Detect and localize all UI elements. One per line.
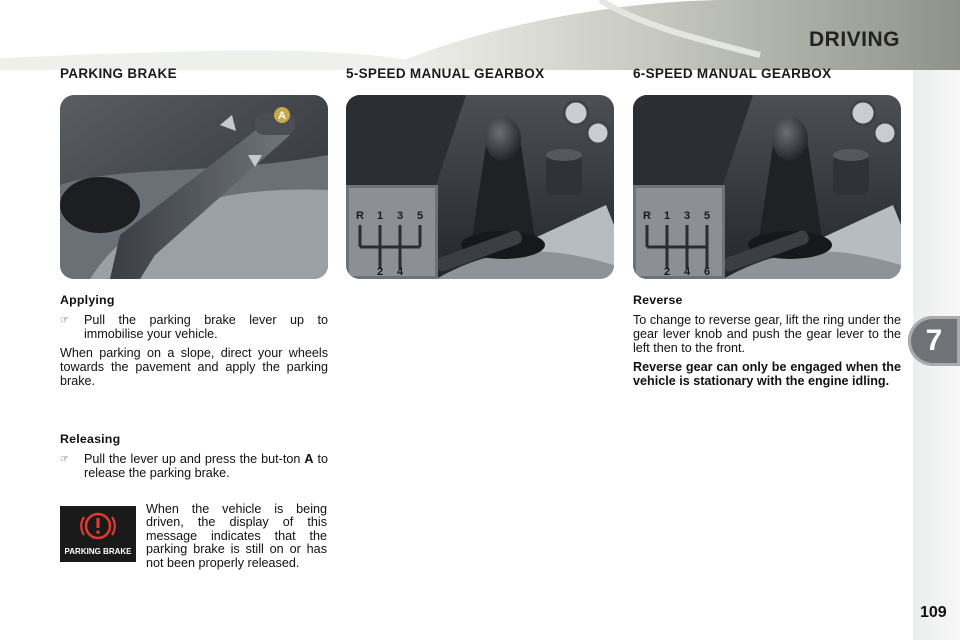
gear-label-1: 1 [663,210,671,222]
gear-label-2: 2 [663,266,671,278]
releasing-title: Releasing [60,432,121,446]
applying-bullet [60,313,328,341]
gear-label-4: 4 [683,266,691,278]
gear-label-6: 6 [703,266,711,278]
parking-brake-button-label: A [278,110,286,122]
page-number: 109 [920,604,947,621]
applying-section [60,293,328,388]
gear-label-5: 5 [416,210,424,222]
gear-label-3: 3 [683,210,691,222]
warning-text: When the vehicle is being driven, the display of this message indicates that the parking brake is still on or has not been properly released. [146,502,327,570]
gear-label-2: 2 [376,266,384,278]
parking-brake-column [60,66,328,393]
parking-brake-warning-icon [60,506,136,562]
page-header: DRIVING [808,28,900,51]
gear-label-5: 5 [703,210,711,222]
gearbox5-title: 5-SPEED MANUAL GEARBOX [346,66,545,81]
parking-brake-title: PARKING BRAKE [60,66,177,81]
releasing-text-post: to release the parking brake. [84,452,329,480]
gearbox6-title: 6-SPEED MANUAL GEARBOX [633,66,832,81]
gearbox6-column [633,66,901,388]
hand-pointing-icon: ☞ [60,315,69,326]
applying-title: Applying [60,293,115,307]
reverse-warning: Reverse gear can only be engaged when the vehicle is stationary with the engine idling. [633,360,901,388]
reverse-paragraph: To change to reverse gear, lift the ring under the gear lever knob and push the gear lever to the left then to the front. [633,313,901,355]
reverse-title: Reverse [633,293,683,307]
warning-label: PARKING BRAKE [64,547,132,556]
gear-label-4: 4 [396,266,404,278]
gear-label-3: 3 [396,210,404,222]
releasing-text-pre: Pull the lever up and press the but-ton [84,452,301,466]
hand-pointing-icon: ☞ [60,454,69,465]
gearbox5-column [346,66,614,279]
applying-paragraph: When parking on a slope, direct your wheels towards the pavement and apply the parking brake. [60,346,328,388]
gearbox5-photo [346,95,614,279]
gear-label-1: 1 [376,210,384,222]
applying-bullet-text: Pull the parking brake lever up to immobilise your vehicle. [84,313,328,341]
releasing-bullet-text [84,452,328,480]
reverse-section [633,293,901,388]
releasing-bullet [60,452,328,480]
gear-label-r: R [643,210,651,222]
releasing-key: A [304,452,314,466]
releasing-section [60,432,328,485]
parking-brake-photo [60,95,328,279]
gear-label-r: R [356,210,364,222]
chapter-tab[interactable]: 7 [908,316,960,366]
gearbox6-photo [633,95,901,279]
